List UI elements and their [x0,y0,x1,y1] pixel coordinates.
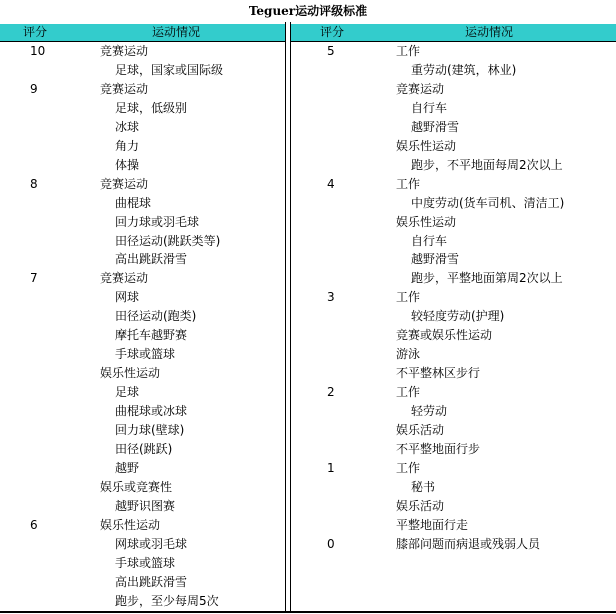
table-row [0,269,285,288]
table-row [0,137,285,156]
activity-cell: 重劳动(建筑，林业) [411,62,517,77]
activity-cell: 田径运动(跑类) [115,309,197,324]
activity-cell: 足球 [115,385,140,400]
activity-cell: 工作 [396,44,421,58]
left-table [0,22,285,612]
activity-cell: 越野滑雪 [411,252,460,267]
activity-cell: 工作 [396,460,421,475]
table-row [0,497,285,516]
table-row [0,326,285,345]
table-row [291,440,616,459]
activity-cell: 自行车 [411,100,448,115]
activity-cell: 较轻度劳动(护理) [411,309,505,324]
table-row [291,213,616,232]
table-row [0,440,285,459]
score-cell: 5 [327,44,335,58]
activity-cell: 摩托车越野赛 [115,328,188,343]
table-row [0,516,285,535]
activity-cell: 轻劳动 [411,404,448,419]
table-row [291,288,616,307]
table-row [0,156,285,175]
activity-cell: 足球，低级别 [115,100,188,115]
table-row [291,156,616,175]
table-row [291,61,616,80]
table-row [0,402,285,421]
activity-cell: 回力球(壁球) [115,423,185,437]
table-row [291,232,616,251]
table-row [291,307,616,326]
table-row [0,459,285,478]
table-row [291,42,616,61]
activity-cell: 竞赛运动 [396,81,445,96]
table-row [291,364,616,383]
activity-cell: 曲棍球 [115,195,152,210]
table-row [291,421,616,440]
table-row [291,326,616,345]
table-row [291,535,616,554]
right-table-header [291,24,616,42]
table-row [0,194,285,213]
table-row [0,232,285,251]
activity-cell: 膝部问题而病退或残弱人员 [396,536,541,551]
activity-cell: 足球，国家或国际级 [115,62,224,77]
activity-cell: 跑步，平整地面第周2次以上 [411,271,563,286]
table-row [0,99,285,118]
bottom-border [0,611,616,613]
table-row [0,345,285,364]
score-cell: 2 [327,385,335,400]
header-score: 评分 [320,25,345,39]
activity-cell: 自行车 [411,233,448,248]
activity-cell: 秘书 [411,479,436,494]
table-row [0,250,285,269]
activity-cell: 工作 [396,290,421,305]
activity-cell: 不平整地面行步 [396,441,481,456]
score-cell: 3 [327,290,335,305]
left-table-header [0,24,285,42]
activity-cell: 田径(跳跃) [115,441,173,456]
header-activity: 运动情况 [152,25,201,39]
score-cell: 8 [30,176,38,191]
table-row [0,42,285,61]
table-row [291,383,616,402]
table-row [0,288,285,307]
score-cell: 7 [30,271,38,286]
activity-cell: 竞赛运动 [100,81,149,96]
table-row [0,535,285,554]
page-title: Teguer运动评级标准 [248,4,368,18]
activity-cell: 娱乐活动 [396,423,445,437]
activity-cell: 不平整林区步行 [396,366,481,381]
table-row [0,175,285,194]
table-row [0,383,285,402]
score-cell: 0 [327,536,335,551]
table-row [291,478,616,497]
table-row [291,497,616,516]
activity-cell: 平整地面行走 [396,517,469,532]
activity-cell: 娱乐活动 [396,498,445,513]
table-row [0,421,285,440]
activity-cell: 曲棍球或冰球 [115,404,188,419]
score-cell: 4 [327,176,335,191]
table-row [0,592,285,611]
activity-cell: 越野 [115,460,140,475]
activity-cell: 网球或羽毛球 [115,536,188,551]
score-cell: 10 [30,44,46,58]
score-cell: 9 [30,81,38,96]
table-row [291,194,616,213]
activity-cell: 田径运动(跳跃类等) [115,233,221,248]
table-row [0,573,285,592]
activity-cell: 竞赛运动 [100,176,149,191]
table-row [291,137,616,156]
activity-cell: 网球 [115,290,140,305]
column-divider [285,22,286,612]
table-row [0,213,285,232]
activity-cell: 工作 [396,176,421,191]
activity-cell: 回力球或羽毛球 [115,214,200,229]
activity-cell: 娱乐性运动 [100,366,161,381]
table-row [291,516,616,535]
table-row [291,269,616,288]
table-row [291,402,616,421]
header-score: 评分 [23,25,48,39]
activity-cell: 跑步，不平地面每周2次以上 [411,157,563,172]
activity-cell: 竞赛运动 [100,44,149,58]
table-row [0,80,285,99]
score-cell: 1 [327,460,335,475]
activity-cell: 娱乐性运动 [396,138,457,153]
table-row [291,80,616,99]
activity-cell: 手球或篮球 [115,555,176,570]
activity-cell: 高出跳跃滑雪 [115,574,188,589]
activity-cell: 工作 [396,385,421,400]
activity-cell: 越野识图赛 [115,498,176,513]
table-row [0,61,285,80]
activity-cell: 高出跳跃滑雪 [115,252,188,267]
activity-cell: 娱乐性运动 [100,517,161,532]
activity-cell: 中度劳动(货车司机、清洁工) [411,195,565,210]
activity-cell: 娱乐或竞赛性 [100,479,173,494]
right-table [291,22,616,612]
table-row [291,175,616,194]
activity-cell: 娱乐性运动 [396,214,457,229]
activity-cell: 跑步，至少每周5次 [115,593,219,608]
activity-cell: 竞赛运动 [100,271,149,286]
table-row [0,478,285,497]
score-cell: 6 [30,517,38,532]
table-row [0,554,285,573]
table-row [291,250,616,269]
activity-cell: 角力 [115,138,140,153]
activity-cell: 越野滑雪 [411,119,460,134]
table-row [0,364,285,383]
activity-cell: 手球或篮球 [115,347,176,362]
table-row [291,345,616,364]
table-row [0,307,285,326]
header-activity: 运动情况 [465,25,514,39]
table-row [0,118,285,137]
activity-cell: 游泳 [396,347,421,362]
activity-cell: 冰球 [115,119,140,134]
activity-cell: 体操 [115,157,140,172]
table-row [291,99,616,118]
table-row [291,459,616,478]
table-row [291,118,616,137]
activity-cell: 竞赛或娱乐性运动 [396,328,493,343]
